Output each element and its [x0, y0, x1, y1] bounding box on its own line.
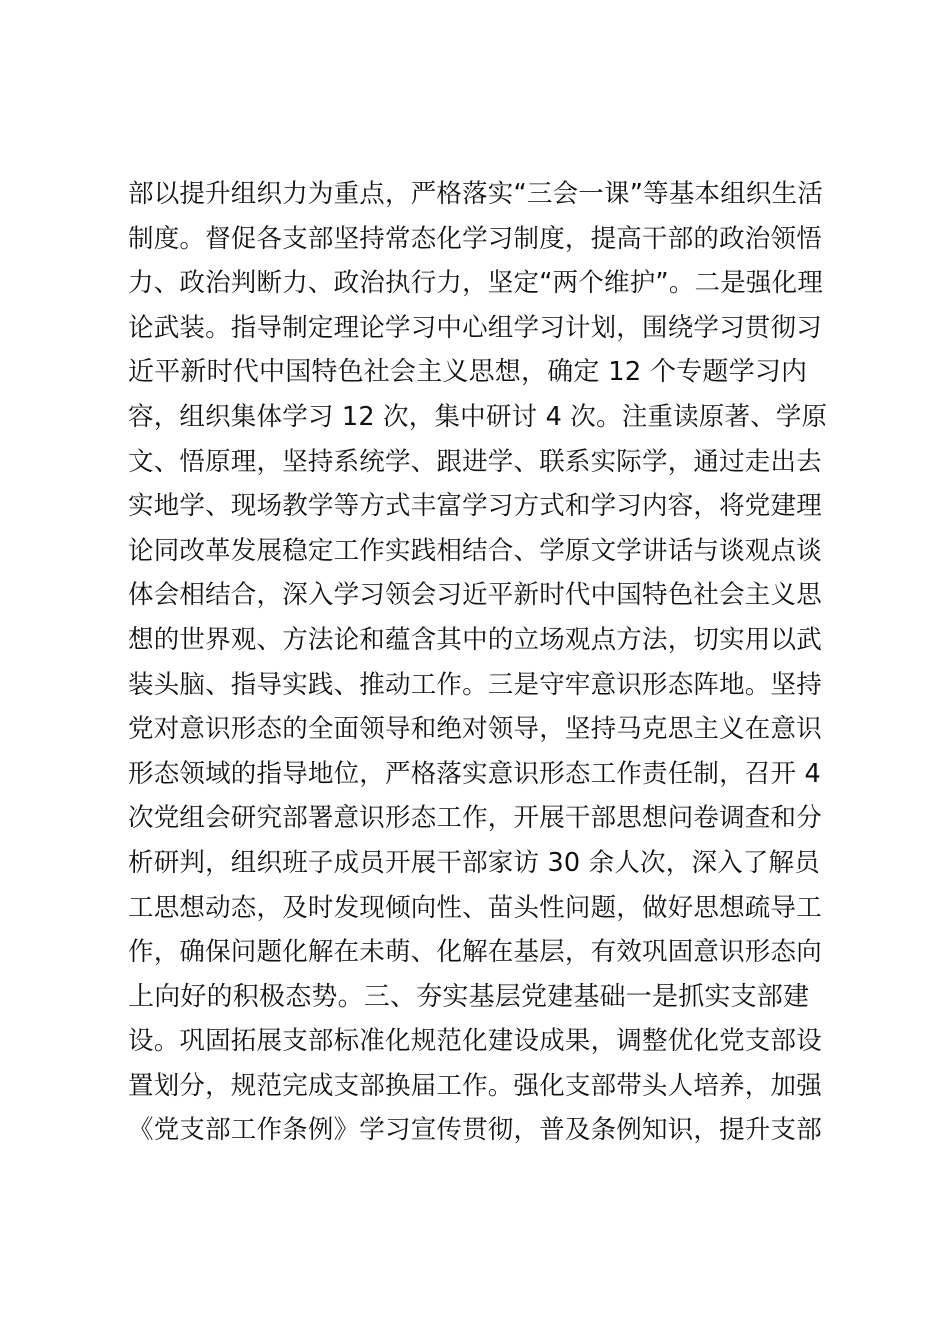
text-line: 实地学、现场教学等方式丰富学习方式和学习内容，将党建理	[128, 491, 822, 522]
text-line: 形态领域的指导地位，严格落实意识形态工作责任制，召开 4	[128, 758, 821, 789]
text-line: 次党组会研究部署意识形态工作，开展干部思想问卷调查和分	[128, 803, 822, 834]
text-line: 论武装。指导制定理论学习中心组学习计划，围绕学习贯彻习	[128, 312, 822, 343]
text-line: 容，组织集体学习 12 次，集中研讨 4 次。注重读原著、学原	[128, 401, 828, 432]
text-line: 《党支部工作条例》学习宣传贯彻，普及条例知识，提升支部	[128, 1115, 822, 1146]
text-line: 上向好的积极态势。三、夯实基层党建基础一是抓实支部建	[128, 981, 810, 1012]
text-line: 论同改革发展稳定工作实践相结合、学原文学讲话与谈观点谈	[128, 535, 822, 566]
text-line: 制度。督促各支部坚持常态化学习制度，提高干部的政治领悟	[128, 223, 822, 254]
text-line: 近平新时代中国特色社会主义思想，确定 12 个专题学习内	[128, 357, 808, 388]
text-line: 力、政治判断力、政治执行力，坚定“两个维护”。二是强化理	[128, 268, 824, 299]
text-line: 工思想动态，及时发现倾向性、苗头性问题，做好思想疏导工	[128, 892, 822, 923]
text-line: 作，确保问题化解在未萌、化解在基层，有效巩固意识形态向	[128, 937, 822, 968]
text-line: 想的世界观、方法论和蕴含其中的立场观点方法，切实用以武	[128, 624, 822, 655]
text-line: 装头脑、指导实践、推动工作。三是守牢意识形态阵地。坚持	[128, 669, 822, 700]
text-line: 析研判，组织班子成员开展干部家访 30 余人次，深入了解员	[128, 847, 820, 878]
text-line: 文、悟原理，坚持系统学、跟进学、联系实际学，通过走出去	[128, 446, 822, 477]
text-line: 设。巩固拓展支部标准化规范化建设成果，调整优化党支部设	[128, 1026, 822, 1057]
body-paragraph	[128, 172, 828, 1153]
text-line: 置划分，规范完成支部换届工作。强化支部带头人培养，加强	[128, 1070, 822, 1101]
text-line: 党对意识形态的全面领导和绝对领导，坚持马克思主义在意识	[128, 714, 822, 745]
text-line: 体会相结合，深入学习领会习近平新时代中国特色社会主义思	[128, 580, 822, 611]
text-line: 部以提升组织力为重点，严格落实“三会一课”等基本组织生活	[128, 179, 824, 209]
